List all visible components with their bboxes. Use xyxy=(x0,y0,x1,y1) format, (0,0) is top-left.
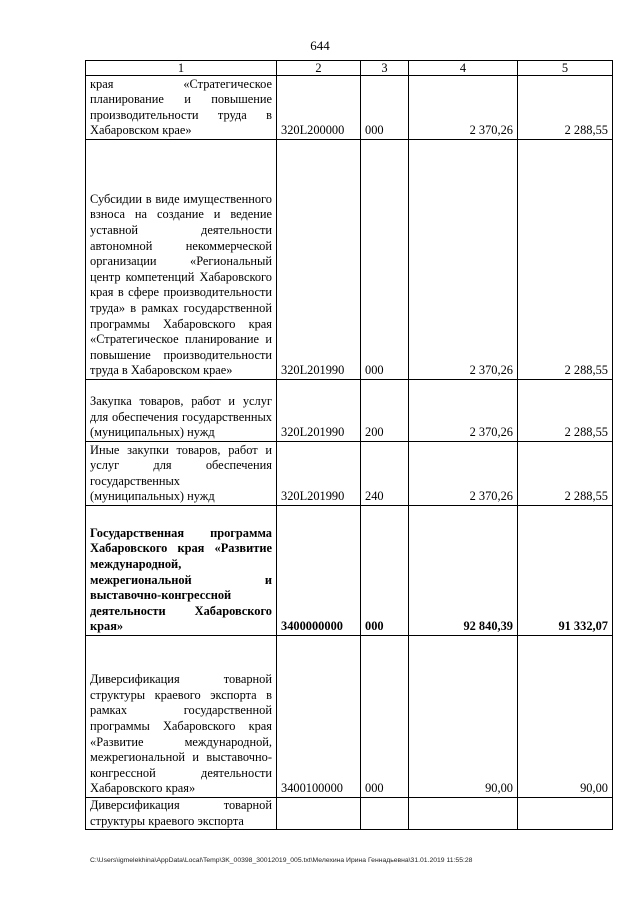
row-value-1: 2 370,26 xyxy=(409,442,518,506)
column-header-value-2: 5 xyxy=(518,61,613,76)
row-value-1 xyxy=(409,798,518,830)
header-row xyxy=(86,61,613,76)
row-vr: 000 xyxy=(361,636,409,798)
row-name: Диверсификация товарной структуры краевого экспорта xyxy=(86,798,277,830)
table-row xyxy=(86,380,613,442)
row-value-2: 2 288,55 xyxy=(518,442,613,506)
row-value-2: 2 288,55 xyxy=(518,380,613,442)
row-vr: 240 xyxy=(361,442,409,506)
row-value-1: 2 370,26 xyxy=(409,76,518,140)
table-row xyxy=(86,798,613,830)
row-vr: 000 xyxy=(361,506,409,636)
table-row xyxy=(86,442,613,506)
row-code: 320L200000 xyxy=(277,76,361,140)
row-vr: 000 xyxy=(361,76,409,140)
column-header-value-1: 4 xyxy=(409,61,518,76)
row-value-1: 2 370,26 xyxy=(409,140,518,380)
row-code: 3400100000 xyxy=(277,636,361,798)
row-vr: 000 xyxy=(361,140,409,380)
row-code: 320L201990 xyxy=(277,380,361,442)
row-value-1: 92 840,39 xyxy=(409,506,518,636)
row-name: Иные закупки товаров, работ и услуг для обеспечения государственных (муниципальных) нужд xyxy=(86,442,277,506)
table-row xyxy=(86,636,613,798)
row-vr xyxy=(361,798,409,830)
row-name: Государственная программа Хабаровского края «Развитие международной, межрегиональной и выставочно-конгрессной деятельности Хабаровского края» xyxy=(86,506,277,636)
table-row-program xyxy=(86,506,613,636)
row-code: 320L201990 xyxy=(277,140,361,380)
column-header-name: 1 xyxy=(86,61,277,76)
table-row xyxy=(86,140,613,380)
row-code xyxy=(277,798,361,830)
row-name: Субсидии в виде имущественного взноса на создание и ведение уставной деятельности автономной некоммерческой организации «Региональный центр компетенций Хабаровского края в сфере производительности труда» в рамках государственной программы Хабаровского края «Стратегическое планирование и повышение производительности труда в Хабаровском крае» xyxy=(86,140,277,380)
row-vr: 200 xyxy=(361,380,409,442)
row-value-2 xyxy=(518,798,613,830)
table-row xyxy=(86,76,613,140)
row-value-1: 90,00 xyxy=(409,636,518,798)
row-name: Закупка товаров, работ и услуг для обеспечения государственных (муниципальных) нужд xyxy=(86,380,277,442)
column-header-code: 2 xyxy=(277,61,361,76)
row-code: 320L201990 xyxy=(277,442,361,506)
page-number: 644 xyxy=(310,38,330,53)
budget-table xyxy=(85,60,613,830)
column-header-vr: 3 xyxy=(361,61,409,76)
row-value-2: 90,00 xyxy=(518,636,613,798)
document-footer-path: C:\Users\igmelekhina\AppData\Local\Temp\3K_00398_30012019_005.txt\Мелехина Ирина Геннадьевна\31.01.2019 11:55:28 xyxy=(90,857,473,864)
row-name: Диверсификация товарной структуры краевого экспорта в рамках государственной программы Хабаровского края «Развитие международной, межрегиональной и выставочно-конгрессной деятельности Хабаровского края» xyxy=(86,636,277,798)
row-value-2: 2 288,55 xyxy=(518,76,613,140)
row-value-1: 2 370,26 xyxy=(409,380,518,442)
row-value-2: 91 332,07 xyxy=(518,506,613,636)
row-code: 3400000000 xyxy=(277,506,361,636)
row-name: края «Стратегическое планирование и повышение производительности труда в Хабаровском крае» xyxy=(86,76,277,140)
row-value-2: 2 288,55 xyxy=(518,140,613,380)
